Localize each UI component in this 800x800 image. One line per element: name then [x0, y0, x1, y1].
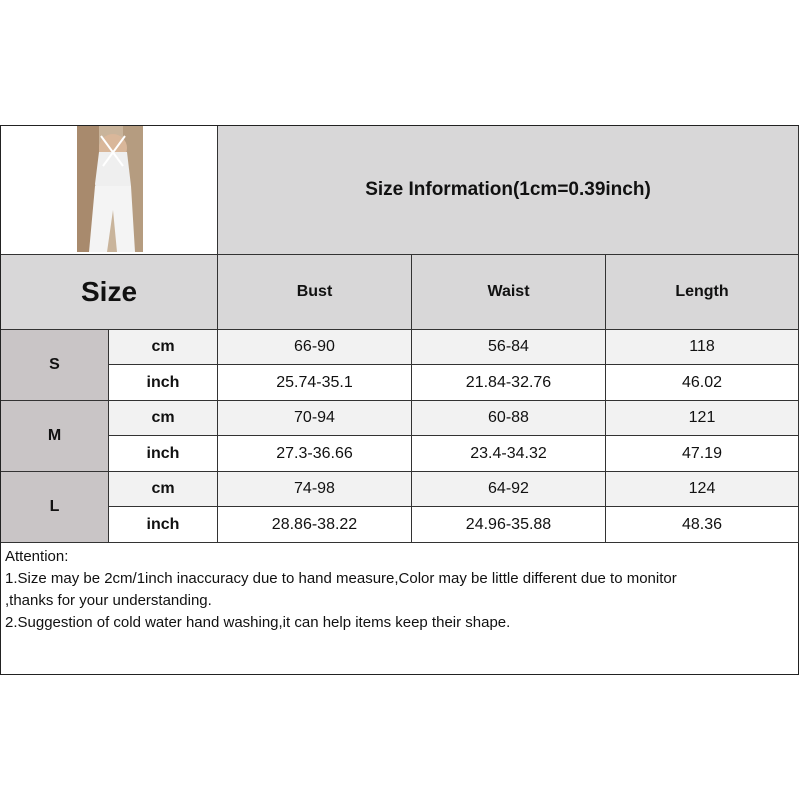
table-cell: 64-92: [412, 472, 606, 507]
note-line: 2.Suggestion of cold water hand washing,it can help items keep their shape.: [5, 614, 511, 631]
size-label-l: L: [1, 472, 109, 543]
column-header-bust: Bust: [218, 255, 412, 330]
table-cell: 23.4-34.32: [412, 436, 606, 472]
table-cell: 56-84: [412, 330, 606, 365]
product-photo-cell: [1, 126, 218, 255]
table-cell: 48.36: [606, 507, 799, 543]
table-cell: 121: [606, 401, 799, 436]
note-line: Attention:: [5, 548, 69, 565]
unit-label: cm: [109, 472, 218, 507]
table-cell: 70-94: [218, 401, 412, 436]
size-label-s: S: [1, 330, 109, 401]
table-cell: 25.74-35.1: [218, 365, 412, 401]
unit-label: cm: [109, 401, 218, 436]
size-chart-sheet: [0, 125, 799, 675]
table-cell: 124: [606, 472, 799, 507]
size-header: Size: [1, 255, 218, 330]
table-cell: 60-88: [412, 401, 606, 436]
table-cell: 21.84-32.76: [412, 365, 606, 401]
table-cell: 66-90: [218, 330, 412, 365]
table-cell: 46.02: [606, 365, 799, 401]
table-cell: 118: [606, 330, 799, 365]
table-cell: 27.3-36.66: [218, 436, 412, 472]
table-cell: 47.19: [606, 436, 799, 472]
product-photo: [77, 126, 143, 252]
column-header-length: Length: [606, 255, 799, 330]
table-cell: 28.86-38.22: [218, 507, 412, 543]
note-line: 1.Size may be 2cm/1inch inaccuracy due to hand measure,Color may be little different due to monitor: [5, 570, 677, 587]
column-header-waist: Waist: [412, 255, 606, 330]
page-title: Size Information(1cm=0.39inch): [218, 126, 799, 255]
table-cell: 24.96-35.88: [412, 507, 606, 543]
size-label-m: M: [1, 401, 109, 472]
unit-label: inch: [109, 507, 218, 543]
unit-label: inch: [109, 365, 218, 401]
note-line: ,thanks for your understanding.: [5, 592, 212, 609]
unit-label: cm: [109, 330, 218, 365]
table-cell: 74-98: [218, 472, 412, 507]
unit-label: inch: [109, 436, 218, 472]
attention-notes: [5, 546, 795, 634]
